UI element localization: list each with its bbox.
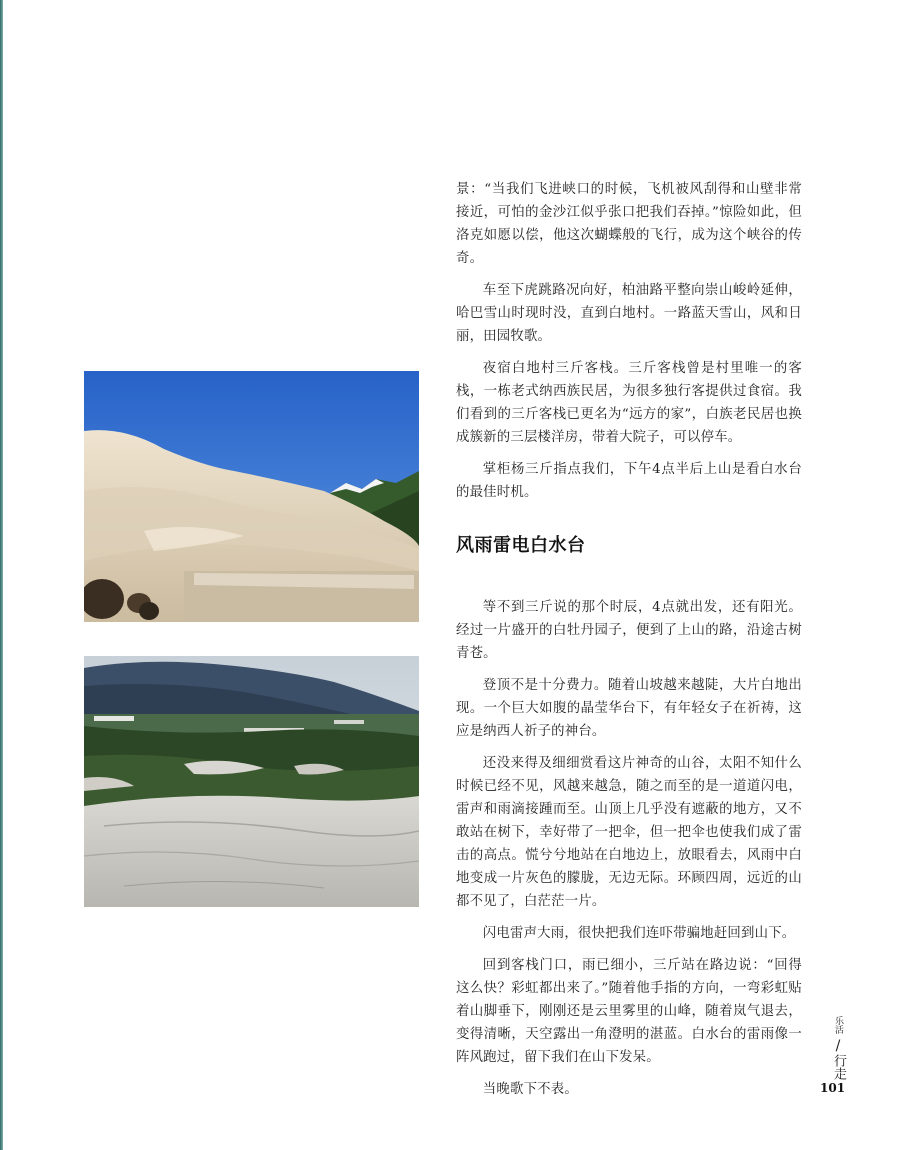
paragraph: 车至下虎跳路况向好，柏油路平整向崇山峻岭延伸，哈巴雪山时现时没，直到白地村。一路蓝天雪山，风和日丽，田园牧歌。 xyxy=(456,283,802,344)
paragraph: 等不到三斤说的那个时辰，4点就出发，还有阳光。经过一片盛开的白牡丹园子，便到了上山的路，沿途古树青苍。 xyxy=(456,600,802,661)
page-number: 101 xyxy=(820,1081,846,1095)
paragraph: 夜宿白地村三斤客栈。三斤客栈曾是村里唯一的客栈，一栋老式纳西族民居，为很多独行客提供过食宿。我们看到的三斤客栈已更名为“远方的家”，白族老民居也换成簇新的三层楼洋房，带着大院子，可以停车。 xyxy=(456,361,802,445)
section-tag-small: 乐活 xyxy=(833,1016,843,1034)
article-column-bottom xyxy=(456,596,802,1110)
paragraph: 闪电雷声大雨，很快把我们连吓带骗地赶回到山下。 xyxy=(482,926,796,941)
section-tag-big: 行走 xyxy=(831,1054,846,1080)
page-edge-stripe xyxy=(0,0,3,1150)
paragraph: 当晚歌下不表。 xyxy=(482,1082,578,1097)
article-column-top xyxy=(456,178,802,513)
paragraph: 掌柜杨三斤指点我们，下午4点半后上山是看白水台的最佳时机。 xyxy=(456,462,802,500)
section-tag-slash: / xyxy=(835,1038,841,1054)
section-heading: 风雨雷电白水台 xyxy=(456,535,586,556)
paragraph: 登顶不是十分费力。随着山坡越来越陡，大片白地出现。一个巨大如腹的晶莹华台下，有年轻女子在祈祷，这应是纳西人祈子的神台。 xyxy=(456,678,802,739)
paragraph: 景：“当我们飞进峡口的时候，飞机被风刮得和山壁非常接近，可怕的金沙江似乎张口把我们吞掉。”惊险如此，但洛克如愿以偿，他这次蝴蝶般的飞行，成为这个峡谷的传奇。 xyxy=(456,182,802,266)
paragraph: 还没来得及细细赏看这片神奇的山谷，太阳不知什么时候已经不见，风越来越急，随之而至的是一道道闪电，雷声和雨滴接踵而至。山顶上几乎没有遮蔽的地方，又不敢站在树下，幸好带了一把伞，但一把伞也使我们成了雷击的高点。慌兮兮地站在白地边上，放眼看去，风雨中白地变成一片灰色的朦胧，无边无际。环顾四周，远近的山都不见了，白茫茫一片。 xyxy=(456,756,802,909)
paragraph: 回到客栈门口，雨已细小，三斤站在路边说：“回得这么快？彩虹都出来了。”随着他手指的方向，一弯彩虹贴着山脚垂下，刚刚还是云里雾里的山峰，随着岚气退去，变得清晰，天空露出一角澄明的湛蓝。白水台的雷雨像一阵风跑过，留下我们在山下发呆。 xyxy=(456,958,802,1065)
photo-white-terraces-blue-sky xyxy=(84,371,419,622)
section-tag xyxy=(824,1016,852,1084)
photo-white-plateau-valley xyxy=(84,656,419,907)
